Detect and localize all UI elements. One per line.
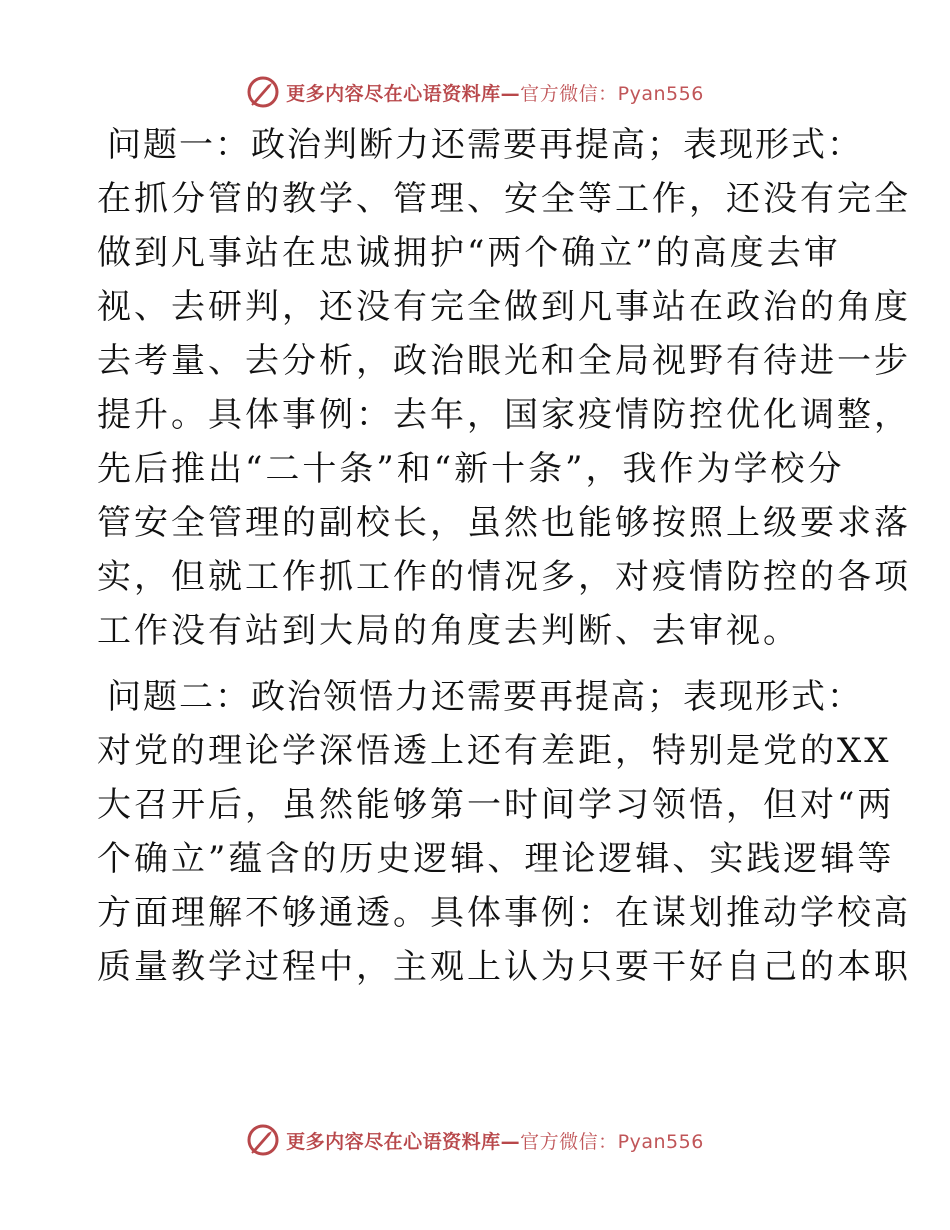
section-heading: 问题二：政治领悟力还需要再提高；表现形式： xyxy=(107,677,863,717)
body-line: 做到凡事站在忠诚拥护“两个确立”的高度去审 xyxy=(97,233,841,273)
body-line: 先后推出“二十条”和“新十条”，我作为学校分 xyxy=(97,449,845,489)
body-line: 管安全管理的副校长，虽然也能够按照上级要求落 xyxy=(97,503,911,543)
body-line: 个确立”蕴含的历史逻辑、理论逻辑、实践逻辑等 xyxy=(97,839,895,879)
watermark-footer xyxy=(0,1120,950,1160)
body-line: 提升。具体事例：去年，国家疫情防控优化调整， xyxy=(97,395,911,435)
section-heading: 问题一：政治判断力还需要再提高；表现形式： xyxy=(107,125,863,165)
quill-logo-icon xyxy=(246,75,280,109)
watermark-wechat: 官方微信：Pyan556 xyxy=(520,82,704,105)
body-line: 视、去研判，还没有完全做到凡事站在政治的角度 xyxy=(97,287,911,327)
body-line: 去考量、去分析，政治眼光和全局视野有待进一步 xyxy=(97,341,911,381)
body-line: 方面理解不够通透。具体事例：在谋划推动学校高 xyxy=(97,893,911,933)
body-line: 质量教学过程中，主观上认为只要干好自己的本职 xyxy=(97,947,911,987)
body-line: 在抓分管的教学、管理、安全等工作，还没有完全 xyxy=(97,179,911,219)
body-line: 对党的理论学深悟透上还有差距，特别是党的XX xyxy=(97,731,892,771)
watermark-text: 更多内容尽在心语资料库—官方微信：Pyan556 xyxy=(286,82,704,105)
body-line: 大召开后，虽然能够第一时间学习领悟，但对“两 xyxy=(97,785,895,825)
watermark-header xyxy=(0,72,950,112)
watermark-wechat: 官方微信：Pyan556 xyxy=(520,1130,704,1153)
watermark-text: 更多内容尽在心语资料库—官方微信：Pyan556 xyxy=(286,1130,704,1153)
body-line: 工作没有站到大局的角度去判断、去审视。 xyxy=(97,611,800,651)
body-line: 实，但就工作抓工作的情况多，对疫情防控的各项 xyxy=(97,557,911,597)
quill-logo-icon xyxy=(246,1123,280,1157)
document-body xyxy=(97,118,911,994)
